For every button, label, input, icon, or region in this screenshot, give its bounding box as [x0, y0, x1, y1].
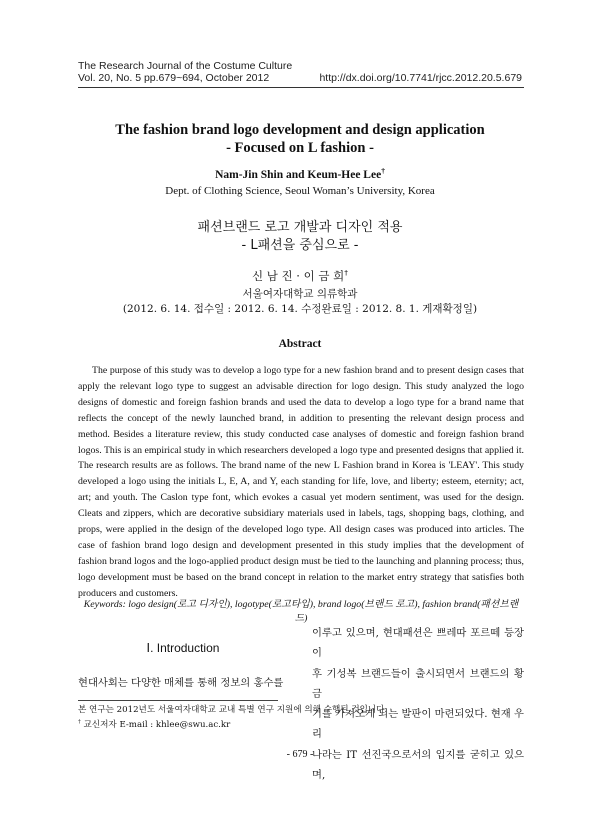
footnotes [78, 704, 524, 731]
paper-title [0, 121, 600, 157]
keywords: Keywords: logo design(로고 디자인), logotype(로고타입), brand logo(브랜드 로고), fashion brand(패션브랜드) [83, 599, 519, 624]
footnote-rule [78, 700, 278, 701]
contact-note: † 교신저자 E-mail : khlee@swu.ac.kr [78, 719, 231, 730]
corresponding-mark: † [381, 166, 385, 175]
submission-dates: (2012. 6. 14. 접수일 : 2012. 6. 14. 수정완료일 : 2012. 8. 1. 게재확정일) [122, 303, 478, 315]
footnote-mark: † [78, 719, 81, 725]
header-rule [78, 87, 524, 88]
title-line-2: - Focused on L fashion - [226, 140, 374, 156]
author-names: Nam-Jin Shin and Keum-Hee Lee† [215, 166, 385, 181]
abstract-heading: Abstract [278, 338, 322, 350]
journal-header [78, 60, 292, 84]
intro-right-line: 나라는 IT 선진국으로서의 입지를 굳히고 있으며, [312, 748, 524, 782]
korean-corresponding-mark: † [344, 268, 348, 278]
intro-right-line: 후 기성복 브랜드들이 출시되면서 브랜드의 황금 [312, 667, 524, 700]
author-affiliation: Dept. of Clothing Science, Seoul Woman’s University, Korea [165, 185, 435, 197]
abstract-text: The purpose of this study was to develop a logo type for a new fashion brand and to present design cases that apply the relevant logo type to suggest an advisable direction for logo design. This study analyzed the logo designs of domestic and foreign fashion brands and used the data to develop a logo type for a brand name that reflects the concept of the newly launched brand, in addition to presenting the relevant design process and method. Besides a literature review, this study conducted case analyses of domestic and foreign fashion brand logos. This is an empirical study in which researchers developed a logo type and presented designs that applied it. The research results are as follows. The brand name of the new L Fashion brand in Korea is 'LEAY'. This study developed a logo using the initials L, E, A, and Y, each standing for life, love, and liberty; esteem, eternity; act, art; and youth. The Caslon type font, which evokes a casual yet modern sentiment, was used for the design. Cleats and zippers, which are decorative subsidiary materials used in labels, tags, shopping bags, clothing, and props, were applied in the design of the developed logo type. All design cases was produced into articles. The case of fashion brand logo design and development presented in this study implies that the development of fashion brand logos and the logo-applied product design must be tied to the launching and planning process; thus, logo development must be based on the brand concept in relation to the market entry strategy that satisfies both producers and customers. [78, 365, 525, 599]
journal-volume: Vol. 20, No. 5 pp.679~694, October 2012 [78, 72, 270, 84]
journal-name: The Research Journal of the Costume Culture [78, 60, 293, 72]
intro-right-line: 이루고 있으며, 현대패션은 쁘레따 포르떼 등장이 [312, 627, 524, 660]
page-number: - 679 - [286, 749, 314, 760]
korean-authors: 신 남 진 · 이 금 희† [252, 268, 348, 283]
title-line-1: The fashion brand logo development and design application [115, 122, 485, 138]
korean-title [0, 219, 600, 255]
doi-link[interactable]: http://dx.doi.org/10.7741/rjcc.2012.20.5.679 [319, 72, 522, 84]
intro-left-column: 현대사회는 다양한 매체를 통해 정보의 홍수를 [78, 677, 284, 689]
funding-note: 본 연구는 2012년도 서울여자대학교 교내 특별 연구 지원에 의해 수행된 것입니다. [78, 705, 388, 715]
korean-title-line-2: - L패션을 중심으로 - [241, 238, 359, 253]
korean-title-line-1: 패션브랜드 로고 개발과 디자인 적용 [197, 220, 403, 235]
intro-right-line: 기를 가져오게 되는 발판이 마련되었다. 현재 우리 [312, 708, 524, 741]
korean-affiliation: 서울여자대학교 의류학과 [242, 288, 358, 300]
section-heading-introduction: Ⅰ. Introduction [146, 641, 220, 655]
